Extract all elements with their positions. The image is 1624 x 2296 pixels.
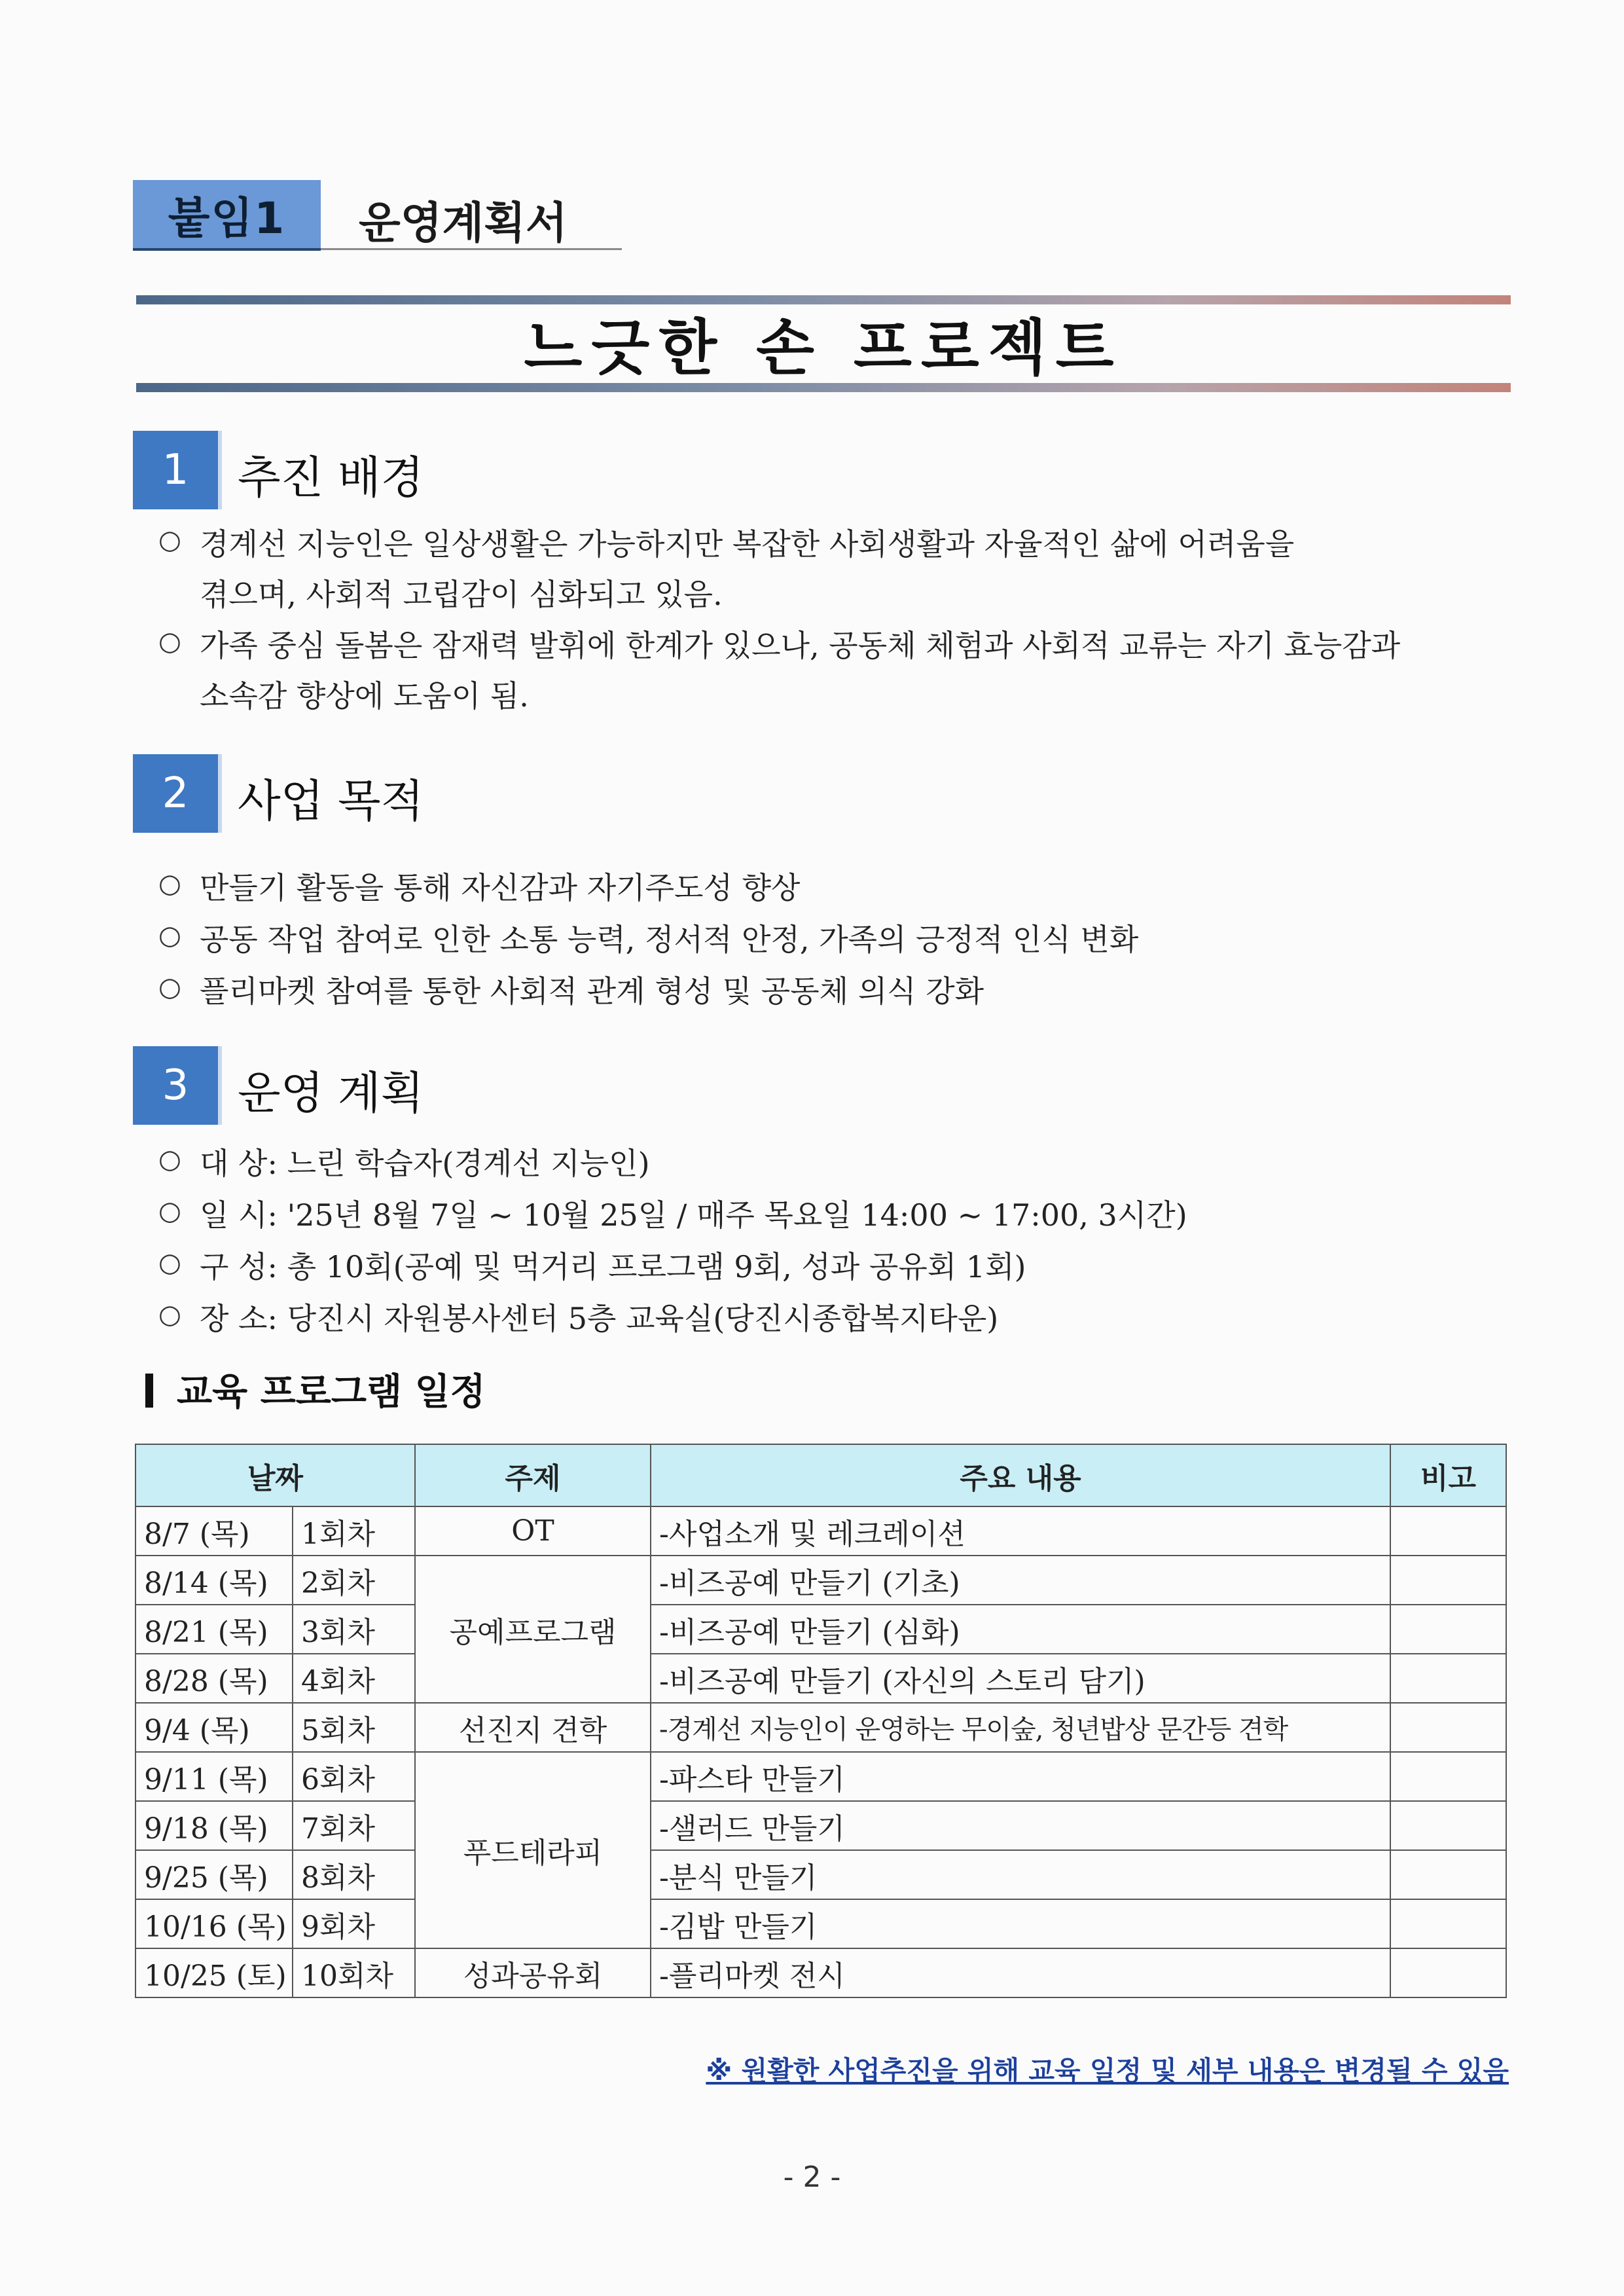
bullet-icon: ○ (158, 920, 181, 951)
date-cell: 9/4 (목) (135, 1703, 293, 1752)
bullet-icon: ○ (158, 627, 181, 657)
content-cell: -비즈공예 만들기 (기초) (651, 1556, 1390, 1605)
note-cell (1390, 1801, 1506, 1850)
date-cell: 8/21 (목) (135, 1605, 293, 1654)
column-header-content: 주요 내용 (651, 1444, 1390, 1506)
content-cell: -플리마켓 전시 (651, 1948, 1390, 1997)
date-cell: 10/25 (토) (135, 1948, 293, 1997)
schedule-table (135, 1444, 1507, 1998)
topic-cell: 선진지 견학 (415, 1703, 651, 1752)
note-cell (1390, 1506, 1506, 1556)
attachment-header (133, 180, 622, 253)
topic-cell: 공예프로그램 (415, 1556, 651, 1703)
session-cell: 8회차 (293, 1850, 415, 1899)
content-cell: -비즈공예 만들기 (자신의 스토리 담기) (651, 1654, 1390, 1703)
section-2-bullet: 플리마켓 참여를 통한 사회적 관계 형성 및 공동체 의식 강화 (200, 974, 984, 1009)
date-cell: 8/14 (목) (135, 1556, 293, 1605)
session-cell: 3회차 (293, 1605, 415, 1654)
table-row (135, 1654, 1506, 1703)
column-header-topic: 주제 (415, 1444, 651, 1506)
session-cell: 7회차 (293, 1801, 415, 1850)
page-title: 느긋한 손 프로젝트 (524, 312, 1123, 383)
table-row (135, 1703, 1506, 1752)
section-1-bullet-1-line-2: 겪으며, 사회적 고립감이 심화되고 있음. (200, 577, 723, 612)
note-cell (1390, 1703, 1506, 1752)
content-cell: -사업소개 및 레크레이션 (651, 1506, 1390, 1556)
bullet-icon: ○ (158, 525, 181, 555)
session-cell: 6회차 (293, 1752, 415, 1801)
bullet-icon: ○ (158, 1300, 181, 1330)
date-cell: 9/18 (목) (135, 1801, 293, 1850)
column-header-date: 날짜 (135, 1444, 415, 1506)
content-cell: -샐러드 만들기 (651, 1801, 1390, 1850)
section-1-bullet-2-line-2: 소속감 향상에 도움이 됨. (200, 678, 529, 714)
content-cell: -비즈공예 만들기 (심화) (651, 1605, 1390, 1654)
session-cell: 10회차 (293, 1948, 415, 1997)
date-cell: 9/25 (목) (135, 1850, 293, 1899)
content-cell: -경계선 지능인이 운영하는 무이숲, 청년밥상 문간등 견학 (651, 1703, 1390, 1752)
table-row (135, 1556, 1506, 1605)
topic-cell: 성과공유회 (415, 1948, 651, 1997)
note-cell (1390, 1654, 1506, 1703)
note-cell (1390, 1605, 1506, 1654)
section-title: 운영 계획 (238, 1068, 424, 1120)
schedule-notice: ※ 원활한 사업추진을 위해 교육 일정 및 세부 내용은 변경될 수 있음 (706, 2055, 1509, 2086)
section-number-badge: 2 (133, 754, 222, 833)
table-row (135, 1752, 1506, 1801)
table-row (135, 1899, 1506, 1948)
plan-target: 대 상: 느린 학습자(경계선 지능인) (200, 1146, 650, 1181)
content-cell: -파스타 만들기 (651, 1752, 1390, 1801)
section-1-bullet-2-line-1: 가족 중심 돌봄은 잠재력 발휘에 한계가 있으나, 공동체 체험과 사회적 교류는 자기 효능감과 (200, 628, 1401, 663)
table-row (135, 1850, 1506, 1899)
plan-schedule: 일 시: '25년 8월 7일 ~ 10월 25일 / 매주 목요일 14:00 ~ 17:00, 3시간) (200, 1197, 1187, 1233)
plan-location: 장 소: 당진시 자원봉사센터 5층 교육실(당진시종합복지타운) (200, 1301, 999, 1336)
content-cell: -김밥 만들기 (651, 1899, 1390, 1948)
session-cell: 9회차 (293, 1899, 415, 1948)
section-number-badge: 1 (133, 431, 222, 509)
header-underline (321, 248, 622, 250)
bullet-icon: ○ (158, 869, 181, 899)
attachment-tag-label: 붙임1 (168, 192, 286, 244)
note-cell (1390, 1948, 1506, 1997)
heading-bar (145, 1374, 153, 1408)
column-header-note: 비고 (1390, 1444, 1506, 1506)
section-1-bullet-1-line-1: 경계선 지능인은 일상생활은 가능하지만 복잡한 사회생활과 자율적인 삶에 어려움을 (200, 526, 1295, 562)
title-rule-bottom (136, 383, 1511, 392)
session-cell: 5회차 (293, 1703, 415, 1752)
section-number-badge: 3 (133, 1046, 222, 1125)
note-cell (1390, 1752, 1506, 1801)
program-heading: 교육 프로그램 일정 (177, 1371, 486, 1413)
section-title: 추진 배경 (238, 452, 424, 504)
date-cell: 8/7 (목) (135, 1506, 293, 1556)
session-cell: 1회차 (293, 1506, 415, 1556)
section-2-bullet: 만들기 활동을 통해 자신감과 자기주도성 향상 (200, 870, 801, 905)
bullet-icon: ○ (158, 1144, 181, 1175)
topic-cell: 푸드테라피 (415, 1752, 651, 1948)
bullet-icon: ○ (158, 1248, 181, 1278)
table-header-row (135, 1444, 1506, 1506)
note-cell (1390, 1556, 1506, 1605)
session-cell: 4회차 (293, 1654, 415, 1703)
note-cell (1390, 1850, 1506, 1899)
attachment-title: 운영계획서 (359, 198, 568, 248)
date-cell: 8/28 (목) (135, 1654, 293, 1703)
page-number: - 2 - (783, 2160, 841, 2194)
note-cell (1390, 1899, 1506, 1948)
plan-composition: 구 성: 총 10회(공예 및 먹거리 프로그램 9회, 성과 공유회 1회) (200, 1249, 1026, 1285)
date-cell: 10/16 (목) (135, 1899, 293, 1948)
table-row (135, 1506, 1506, 1556)
section-2-bullet: 공동 작업 참여로 인한 소통 능력, 정서적 안정, 가족의 긍정적 인식 변화 (200, 922, 1139, 957)
attachment-tag (133, 180, 321, 251)
bullet-icon: ○ (158, 1196, 181, 1226)
table-row (135, 1801, 1506, 1850)
date-cell: 9/11 (목) (135, 1752, 293, 1801)
section-title: 사업 목적 (238, 776, 424, 828)
session-cell: 2회차 (293, 1556, 415, 1605)
table-row (135, 1605, 1506, 1654)
table-row (135, 1948, 1506, 1997)
bullet-icon: ○ (158, 972, 181, 1002)
content-cell: -분식 만들기 (651, 1850, 1390, 1899)
topic-cell: OT (415, 1506, 651, 1556)
